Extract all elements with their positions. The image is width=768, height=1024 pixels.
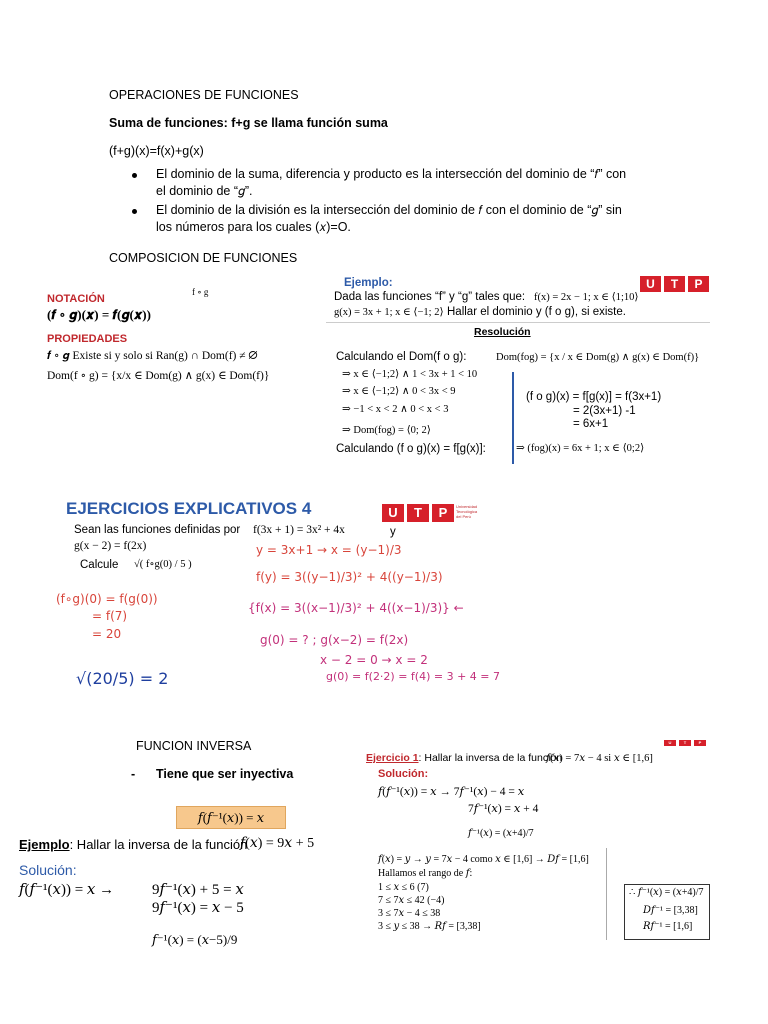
handwritten-step: f(y) = 3((y−1)/3)² + 4((y−1)/3)	[256, 570, 443, 584]
ex1-step: 3 ≤ 𝑦 ≤ 38 → 𝑅𝑓 = [3,38]	[378, 921, 481, 932]
ex1-step: 3 ≤ 7𝑥 − 4 ≤ 38	[378, 908, 441, 919]
box-line: 𝐷𝑓⁻¹ = [3,38]	[643, 905, 698, 916]
handwritten-step: g(0) = ? ; g(x−2) = f(2x)	[260, 633, 409, 647]
bullet-line: El dominio de la suma, diferencia y producto es la intersección del dominio de “𝑓” con	[156, 167, 627, 181]
ex1-step: 7 ≤ 7𝑥 ≤ 42 (−4)	[378, 895, 445, 906]
composition-title: COMPOSICION DE FUNCIONES	[109, 251, 298, 265]
exercise-line1: Sean las funciones definidas por	[74, 524, 241, 536]
step-line: ⇒ Dom(fog) = ⟨0; 2⟩	[342, 425, 431, 436]
right-step: = 6x+1	[573, 418, 609, 430]
ex1-step: Hallamos el rango de 𝑓:	[378, 868, 473, 879]
inverse-formula-box: 𝑓(𝑓⁻¹(𝑥)) = 𝑥	[176, 806, 286, 829]
inverse-dash: -	[131, 767, 136, 781]
sum-heading: Suma de funciones: f+g se llama función suma	[109, 116, 388, 130]
utp-logo: U T P	[382, 504, 454, 522]
utp-logo: U T P	[640, 276, 709, 292]
exercise-title: EJERCICIOS EXPLICATIVOS 4	[66, 499, 312, 518]
step-line: ⇒ −1 < x < 2 ∧ 0 < x < 3	[342, 404, 449, 415]
bullet-item	[128, 202, 668, 236]
solution-label: Solución:	[19, 862, 77, 878]
domain-bullet-list	[128, 166, 668, 238]
step-line: ⇒ x ∈ ⟨−1;2⟩ ∧ 0 < 3x < 9	[342, 386, 456, 397]
ex1-label: Ejercicio 1	[366, 752, 419, 764]
step-line: ⇒ x ∈ ⟨−1;2⟩ ∧ 1 < 3x + 1 < 10	[342, 369, 478, 380]
bullet-line: el dominio de “𝑔”.	[156, 184, 253, 198]
inverse-bullet: Tiene que ser inyectiva	[156, 767, 294, 781]
bullet-dot-icon	[132, 173, 137, 178]
ex1-step: 7𝑓⁻¹(𝑥) = 𝑥 + 4	[468, 803, 539, 815]
example-label: Ejemplo:	[344, 277, 393, 289]
solution-final: 𝑓⁻¹(𝑥) = (𝑥−5)/9	[152, 932, 238, 947]
solution-right: 9𝑓⁻¹(𝑥) + 5 = 𝑥	[152, 882, 244, 898]
box-line: 𝑅𝑓⁻¹ = [1,6]	[643, 921, 693, 932]
handwritten-step: = 20	[92, 627, 122, 641]
box-line: ∴ 𝑓⁻¹(𝑥) = (𝑥+4)/7	[629, 887, 704, 898]
utp-logo: U T P	[664, 740, 706, 746]
right-step: = 2(3x+1) -1	[573, 405, 636, 417]
exercise-and: y	[390, 526, 396, 538]
ex1-step: 𝑓⁻¹(𝑥) = (𝑥+4)/7	[468, 828, 534, 839]
ex1-step: 𝑓(𝑥) = 𝑦 → 𝑦 = 7𝑥 − 4 como 𝑥 ∈ [1,6] → 𝐷𝑓 = [1,6]	[378, 854, 589, 865]
ex1-line	[366, 752, 562, 764]
solution-left: 𝑓(𝑓⁻¹(𝑥)) = 𝑥 →	[19, 882, 115, 898]
bullet-line: El dominio de la división es la intersección del dominio de 𝑓 con el dominio de “𝑔” sin	[156, 203, 622, 217]
example-g-formula: g(x) = 3x + 1; x ∈ ⟨−1; 2⟩	[334, 307, 444, 318]
exercise-image	[56, 488, 501, 706]
properties-label: PROPIEDADES	[47, 333, 128, 345]
bullet-dot-icon	[132, 209, 137, 214]
exercise-f-formula: f(3x + 1) = 3x² + 4x	[253, 524, 345, 536]
handwritten-step: = f(7)	[92, 609, 128, 623]
example-text: : Hallar la inversa de la función	[69, 837, 248, 852]
handwritten-step: g(0) = f(2·2) = f(4) = 3 + 4 = 7	[326, 670, 501, 683]
example-formula: 𝑓(𝑥) = 9𝑥 + 5	[240, 836, 315, 851]
example-f-formula: f(x) = 2x − 1; x ∈ ⟨1;10⟩	[534, 292, 639, 303]
fog-small-label: f ∘ g	[192, 287, 209, 297]
calc-formula: √( f∘g(0) / 5 )	[134, 559, 192, 570]
handwritten-result: √(20/5) = 2	[76, 669, 169, 688]
notation-formula: (𝒇 ∘ 𝒈)(𝒙) = 𝒇(𝒈(𝒙))	[47, 307, 151, 322]
handwritten-step: x − 2 = 0 → x = 2	[320, 653, 428, 667]
example-line2: Hallar el dominio y (f o g), si existe.	[447, 306, 626, 318]
right-step: (f o g)(x) = f[g(x)] = f(3x+1)	[526, 391, 662, 403]
resolution-label: Resolución	[474, 326, 531, 338]
ex1-step: 𝑓(𝑓⁻¹(𝑥)) = 𝑥 → 7𝑓⁻¹(𝑥) − 4 = 𝑥	[378, 786, 525, 798]
result-box	[624, 884, 710, 940]
domain-line: Dom(f ∘ g) = {x/x ∈ Dom(g) ∧ g(x) ∈ Dom(f)}	[47, 370, 270, 382]
bullet-line: los números para los cuales (𝑥)=O.	[156, 220, 351, 234]
sum-formula: (f+g)(x)=f(x)+g(x)	[109, 144, 204, 158]
vertical-divider	[512, 372, 514, 464]
composition-image	[40, 276, 710, 471]
inverse-title: FUNCION INVERSA	[136, 739, 252, 753]
handwritten-step: (f∘g)(0) = f(g(0))	[56, 592, 158, 606]
calc-dom-label: Calculando el Dom(f o g):	[336, 351, 467, 363]
calc-label: Calcule	[80, 559, 119, 571]
ex1-formula: 𝑓(𝑥) = 7𝑥 − 4 si 𝑥 ∈ [1,6]	[546, 753, 653, 764]
page-title: OPERACIONES DE FUNCIONES	[109, 88, 299, 102]
divider	[326, 322, 710, 323]
exercise-g-formula: g(x − 2) = f(2x)	[74, 540, 147, 552]
calc-dom-formula: Dom(fog) = {x / x ∈ Dom(g) ∧ g(x) ∈ Dom(f)}	[496, 352, 700, 363]
example-bold: Ejemplo	[19, 837, 70, 852]
inverse-exercise-image	[366, 740, 712, 944]
ex1-solution-label: Solución:	[378, 768, 429, 780]
notation-label: NOTACIÓN	[47, 293, 105, 305]
example-line	[19, 837, 247, 852]
ex1-text: : Hallar la inversa de la función	[418, 752, 563, 764]
example-line1: Dada las funciones “f” y “g” tales que:	[334, 291, 526, 303]
vertical-divider	[606, 848, 607, 940]
bullet-item	[128, 166, 668, 200]
ex1-step: 1 ≤ 𝑥 ≤ 6 (7)	[378, 882, 429, 893]
property-line: 𝒇 ∘ 𝒈 Existe si y solo si Ran(g) ∩ Dom(f) ≠ ∅	[47, 350, 258, 362]
handwritten-step: {f(x) = 3((x−1)/3)² + 4((x−1)/3)} ←	[248, 601, 464, 615]
result-formula: ⇒ (fog)(x) = 6x + 1; x ∈ ⟨0;2⟩	[516, 443, 645, 454]
calc-fog-label: Calculando (f o g)(x) = f[g(x)]:	[336, 443, 486, 455]
solution-right: 9𝑓⁻¹(𝑥) = 𝑥 − 5	[152, 900, 244, 916]
handwritten-step: y = 3x+1 → x = (y−1)/3	[256, 543, 402, 557]
utp-logo-text: Universidad Tecnológica del Perú	[456, 504, 478, 519]
